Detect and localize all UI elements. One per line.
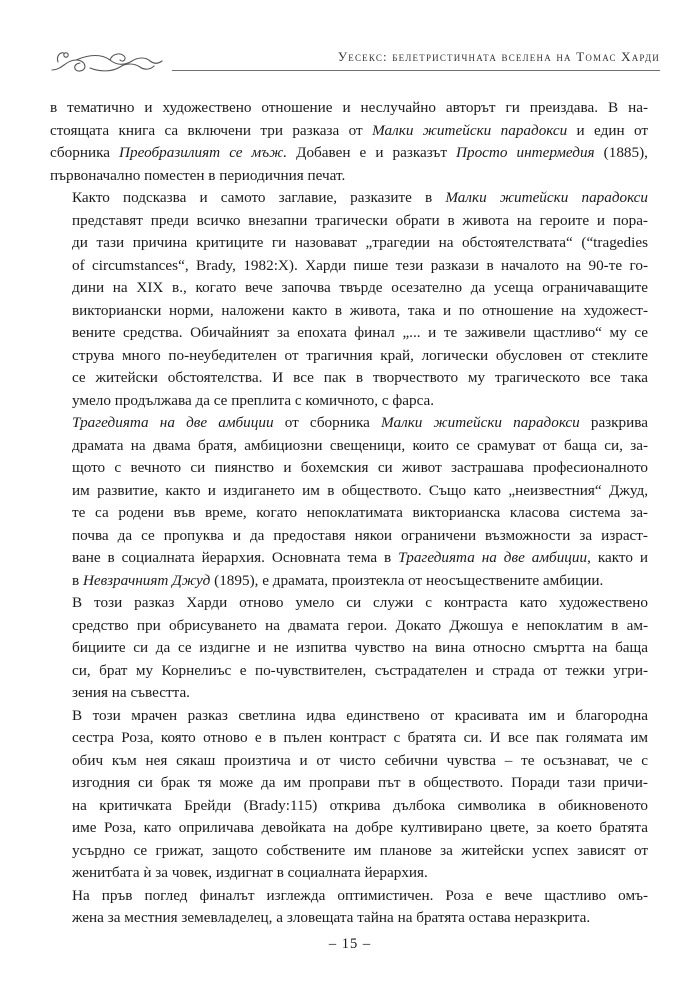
text-line <box>50 232 648 255</box>
text-run: ди тази причина критиците ги назовават „трагедии на обстоятелствата“ (“tragedies <box>72 234 648 251</box>
text-run: драмата на двама братя, амбициозни свещеници, които се срамуват от баща си, за- <box>72 436 648 454</box>
text-run: обич към нея сякаш произтича и от чисто себични чувства – те осъзнават, че с <box>72 751 648 769</box>
text-run: средство при обрисуването на двамата герои. Докато Джошуа е непоклатим в ам- <box>72 616 648 634</box>
text-run: сестра Роза, която отново е в пълен контраст с братята си. И все пак голямата им <box>72 729 648 746</box>
text-line <box>50 390 648 413</box>
text-run: вените средства. Обичайният за епохата финал „... и те заживели щастливо“ му се <box>72 324 648 341</box>
text-run: струва много по-неубедителен от трагичния край, логически обусловен от стеклите <box>72 346 648 364</box>
text-line <box>50 435 648 458</box>
text-line <box>50 525 648 548</box>
text-run: (1885), <box>594 144 648 161</box>
text-line <box>50 322 648 345</box>
text-run: бициите си да се издигне и не изпитва чувство на вина относно смъртта на баща <box>72 639 648 656</box>
running-title: Уесекс: белетристичната вселена на Томас Харди <box>337 49 660 64</box>
text-line <box>50 862 648 885</box>
text-run: умело продължава да се преплита с комичното, с фарса. <box>72 391 435 409</box>
header-rule <box>172 70 660 71</box>
text-line <box>50 660 648 683</box>
text-line <box>50 210 648 233</box>
text-run: изгодния си брак тя може да им проправи път в обществото. Поради тази причи- <box>72 774 648 791</box>
text-run: Добавен е и разказът <box>287 144 457 161</box>
text-run: разкрива <box>579 414 648 431</box>
text-run: представят преди всичко внезапни трагически обрати в живота на героите и пора- <box>72 211 648 229</box>
text-line <box>50 817 648 840</box>
text-line <box>50 682 648 705</box>
paragraph <box>50 592 648 705</box>
text-run: почва да се пропуква и да предоставя някои ограничени възможности за израст- <box>72 526 648 544</box>
text-run: Както подсказва и самото заглавие, разказите в <box>72 189 446 206</box>
text-line <box>50 142 648 165</box>
text-line <box>50 187 648 210</box>
text-run: стоящата книга са включени три разказа от <box>50 121 373 139</box>
italic-title: Малки житейски парадокси <box>372 121 568 139</box>
text-line <box>50 772 648 795</box>
text-run: и един от <box>567 121 648 139</box>
italic-title: Трагедията на две амбиции <box>398 549 588 566</box>
text-line <box>50 570 648 593</box>
text-line <box>50 120 648 143</box>
text-run: им развитие, както и издигането им в обществото. Също като „неизвестния“ Джуд, <box>72 481 648 499</box>
italic-title: Малки житейски парадокси <box>381 414 580 431</box>
text-line <box>50 345 648 368</box>
flourish-ornament-icon <box>50 46 165 76</box>
text-line <box>50 480 648 503</box>
text-run: усърдно се грижат, защото собствените им планове за житейски успех зависят от <box>72 841 648 859</box>
italic-title: Трагедията на две амбиции <box>72 414 274 431</box>
text-line <box>50 637 648 660</box>
text-line <box>50 727 648 750</box>
text-run: На пръв поглед финалът изглежда оптимистичен. Роза е вече щастливо омъ- <box>72 886 648 904</box>
text-run: , както и <box>587 549 648 566</box>
text-run: сборника <box>50 144 120 161</box>
text-line <box>50 502 648 525</box>
text-run: (1895), е драмата, произтекла от неосъществените амбиции. <box>210 571 604 589</box>
text-line <box>50 907 648 930</box>
paragraph <box>50 705 648 885</box>
italic-title: Малки житейски парадокси <box>445 189 648 206</box>
text-line <box>50 277 648 300</box>
text-line <box>50 592 648 615</box>
text-run: В този разказ Харди отново умело си служи с контраста като художествено <box>72 594 648 611</box>
text-run: се житейски обстоятелства. И все пак в творчеството му трагическото все така <box>72 369 648 386</box>
text-line <box>50 367 648 390</box>
text-line <box>50 795 648 818</box>
text-run: щото с вечното си пиянство и бохемския си живот застрашава професионалното <box>72 459 648 476</box>
text-run: си, брат му Корнелиъс е по-чувствителен, състрадателен и страда от тежки угри- <box>72 661 648 679</box>
italic-title: Просто интермедия <box>456 144 595 161</box>
text-run: викториански норми, наложени както в живота, така и по отношение на художест- <box>72 301 648 319</box>
text-line <box>50 547 648 570</box>
text-run: ване в социалната йерархия. Основната тема в <box>72 549 399 566</box>
paragraph <box>50 412 648 592</box>
text-run: първоначално поместен в периодичния печат. <box>50 166 346 184</box>
text-run: име Роза, като оприличава девойката на добре култивирано цвете, за което братята <box>72 819 648 836</box>
text-line <box>50 165 648 188</box>
paragraph <box>50 885 648 930</box>
text-line <box>50 840 648 863</box>
body-text <box>50 97 648 930</box>
text-line <box>50 300 648 323</box>
paragraph <box>50 187 648 412</box>
page-number: – 15 – <box>328 936 372 952</box>
text-run: жена за местния земевладелец, а зловещата тайна на братята остава неразкрита. <box>72 909 591 926</box>
text-run: на критичката Брейди (Brady:115) открива дълбока символика в обикновеното <box>72 796 648 814</box>
text-line <box>50 97 648 120</box>
text-line <box>50 255 648 278</box>
text-run: дини на XIX в., когато вече започва твърде осезателно да усеща ограничаващите <box>72 279 648 296</box>
text-run: в <box>72 571 83 589</box>
text-line <box>50 457 648 480</box>
text-run: женитбата ѝ за човек, издигнат в социалната йерархия. <box>72 864 428 881</box>
italic-title: Преобразилият се мъж. <box>119 144 288 161</box>
text-run: of circumstances“, Brady, 1982:X). Харди пише тези разкази в началото на 90-те го- <box>72 256 648 274</box>
text-line <box>50 750 648 773</box>
text-line <box>50 705 648 728</box>
text-run: зения на съвестта. <box>72 684 190 701</box>
text-run: от сборника <box>273 414 382 431</box>
text-line <box>50 615 648 638</box>
text-run: те са родени във време, когато непоклатимата викторианска класова система за- <box>72 504 648 521</box>
text-line <box>50 885 648 908</box>
italic-title: Невзрачният Джуд <box>82 571 211 589</box>
text-line <box>50 412 648 435</box>
text-run: В този мрачен разказ светлина идва единствено от красивата им и благородна <box>72 706 648 724</box>
paragraph <box>50 97 648 187</box>
text-run: в тематично и художествено отношение и неслучайно авторът ги преиздава. В на- <box>50 99 648 116</box>
